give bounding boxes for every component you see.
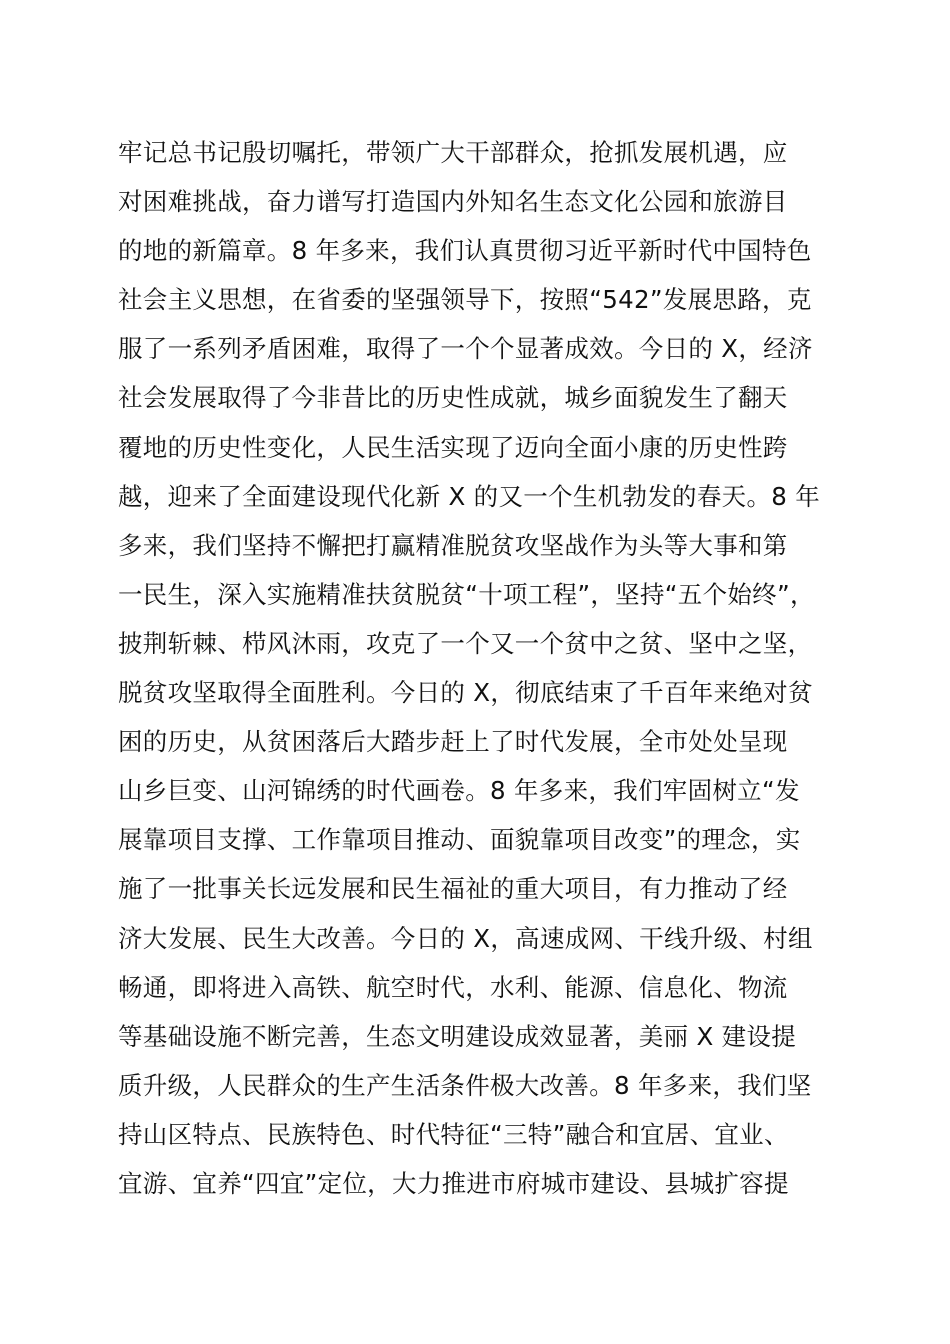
text-line: 等基础设施不断完善，生态文明建设成效显著，美丽 X 建设提: [118, 1021, 797, 1051]
text-line: 越，迎来了全面建设现代化新 X 的又一个生机勃发的春天。8 年: [118, 481, 821, 511]
text-line: 社会发展取得了今非昔比的历史性成就，城乡面貌发生了翻天: [118, 383, 788, 413]
text-line: 对困难挑战，奋力谱写打造国内外知名生态文化公园和旅游目: [118, 187, 788, 217]
text-line: 的地的新篇章。8 年多来，我们认真贯彻习近平新时代中国特色: [118, 236, 812, 266]
text-line: 服了一系列矛盾困难，取得了一个个显著成效。今日的 X，经济: [118, 334, 813, 364]
text-line: 宜游、宜养“四宜”定位，大力推进市府城市建设、县城扩容提: [118, 1168, 789, 1198]
text-line: 持山区特点、民族特色、时代特征“三特”融合和宜居、宜业、: [118, 1119, 789, 1149]
text-line: 一民生，深入实施精准扶贫脱贫“十项工程”，坚持“五个始终”，: [118, 579, 815, 609]
body-text: [118, 128, 868, 1208]
text-line: 畅通，即将进入高铁、航空时代，水利、能源、信息化、物流: [118, 972, 788, 1002]
text-line: 覆地的历史性变化，人民生活实现了迈向全面小康的历史性跨: [118, 432, 788, 462]
text-line: 困的历史，从贫困落后大踏步赶上了时代发展，全市处处呈现: [118, 727, 788, 757]
text-line: 社会主义思想，在省委的坚强领导下，按照“542”发展思路，克: [118, 285, 812, 315]
text-line: 展靠项目支撑、工作靠项目推动、面貌靠项目改变”的理念，实: [118, 825, 801, 855]
text-line: 济大发展、民生大改善。今日的 X，高速成网、干线升级、村组: [118, 923, 813, 953]
text-line: 多来，我们坚持不懈把打赢精准脱贫攻坚战作为头等大事和第: [118, 530, 788, 560]
text-line: 披荆斩棘、栉风沐雨，攻克了一个又一个贫中之贫、坚中之坚，: [118, 628, 813, 658]
text-line: 山乡巨变、山河锦绣的时代画卷。8 年多来，我们牢固树立“发: [118, 776, 800, 806]
text-line: 牢记总书记殷切嘱托，带领广大干部群众，抢抓发展机遇，应: [118, 138, 788, 167]
text-line: 脱贫攻坚取得全面胜利。今日的 X，彻底结束了千百年来绝对贫: [118, 678, 813, 708]
text-line: 质升级，人民群众的生产生活条件极大改善。8 年多来，我们坚: [118, 1070, 812, 1100]
text-line: 施了一批事关长远发展和民生福祉的重大项目，有力推动了经: [118, 874, 788, 904]
